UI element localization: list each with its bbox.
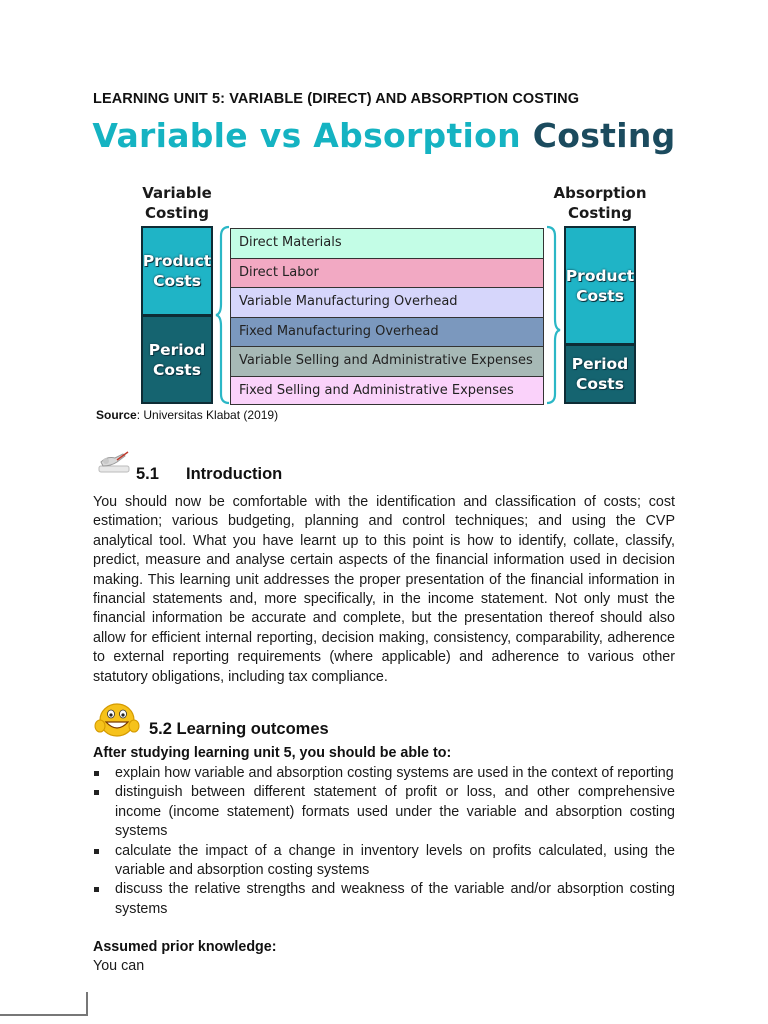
costing-diagram: [0, 180, 768, 410]
product-costs-label-line2: Costs: [576, 286, 624, 305]
variable-costing-heading-line2: Costing: [145, 204, 209, 222]
variable-costing-heading-line1: Variable: [142, 184, 212, 202]
cost-item-variable-selling-admin: Variable Selling and Administrative Expenses: [230, 346, 544, 376]
bullet-icon: [94, 887, 99, 892]
variable-period-costs-block: [141, 315, 213, 404]
absorption-costing-heading-line1: Absorption: [553, 184, 647, 202]
outcome-text: distinguish between different statement of profit or loss, and other comprehensive income (income statement) formats used under the variable and absorption costing systems: [115, 784, 675, 840]
unit-heading: LEARNING UNIT 5: VARIABLE (DIRECT) AND ABSORPTION COSTING: [93, 91, 580, 107]
outcomes-lead: After studying learning unit 5, you should be able to:: [93, 745, 452, 761]
prior-knowledge-text: You can: [93, 958, 145, 974]
cost-items-list: [230, 228, 544, 405]
intro-paragraph: You should now be comfortable with the identification and classification of costs; cost estimation; various budgeting, planning and control techniques; and using the CVP analytical tool. What you have learnt up to this point is how to identify, collate, classify, predict, measure and analyse certain aspects of the financial information used in decision making. This learning unit addresses the proper presentation of the financial information in financial statements and, more specifically, in the income statement. Not only must the financial information be accurate and complete, but the presentation thereof should also allow for efficient internal reporting, decision making, consistency, comparability, adherence to external reporting requirements (where applicable) and adherence to various other statutory obligations, including tax compliance.: [93, 494, 675, 685]
period-costs-label-line2: Costs: [576, 375, 624, 393]
product-costs-label-line1: Product: [142, 252, 212, 270]
period-costs-label-line2: Costs: [153, 360, 201, 379]
cost-item-fixed-selling-admin: Fixed Selling and Administrative Expenses: [230, 376, 544, 406]
list-item: [93, 783, 675, 841]
cost-item-direct-materials: Direct Materials: [230, 228, 544, 258]
page-corner-mark: [0, 992, 88, 1016]
intro-number: 5.1: [136, 465, 159, 483]
prior-knowledge-title: Assumed prior knowledge:: [93, 939, 277, 955]
product-costs-label-line2: Costs: [153, 272, 201, 290]
absorption-period-costs-block: [564, 344, 636, 404]
period-costs-label-line1: Period: [148, 340, 206, 359]
hand-with-pen-icon: [95, 450, 133, 481]
period-costs-label-line1: Period: [571, 355, 629, 373]
outcome-text: calculate the impact of a change in inventory levels on profits calculated, using the variable and absorption costing systems: [115, 842, 675, 879]
source-text: : Universitas Klabat (2019): [136, 408, 279, 422]
outcome-text: discuss the relative strengths and weakness of the variable and/or absorption costing systems: [115, 881, 675, 917]
bullet-icon: [94, 771, 99, 776]
variable-costing-heading: [132, 183, 222, 223]
intro-title: Introduction: [186, 465, 283, 483]
outcome-text: explain how variable and absorption costing systems are used in the context of reporting: [115, 765, 674, 781]
source-label: Source: [96, 408, 137, 422]
figure-title: [0, 116, 768, 155]
outcomes-list: [93, 764, 675, 919]
list-item: [93, 842, 675, 881]
cost-item-direct-labor: Direct Labor: [230, 258, 544, 288]
figure-title-main: Variable vs Absorption: [92, 116, 521, 155]
bullet-icon: [94, 790, 99, 795]
absorption-product-costs-block: [564, 226, 636, 345]
variable-product-costs-block: [141, 226, 213, 316]
list-item: [93, 880, 675, 919]
list-item: [93, 764, 675, 783]
outcomes-title: 5.2 Learning outcomes: [149, 720, 329, 738]
smiley-face-icon: [94, 700, 140, 745]
cost-item-variable-manufacturing-overhead: Variable Manufacturing Overhead: [230, 287, 544, 317]
right-brace: [544, 224, 562, 406]
figure-source: [96, 408, 278, 422]
figure-title-accent: Costing: [532, 116, 676, 155]
absorption-costing-heading-line2: Costing: [568, 204, 632, 222]
product-costs-label-line1: Product: [565, 266, 635, 285]
absorption-costing-heading: [545, 183, 655, 223]
cost-item-fixed-manufacturing-overhead: Fixed Manufacturing Overhead: [230, 317, 544, 347]
bullet-icon: [94, 849, 99, 854]
